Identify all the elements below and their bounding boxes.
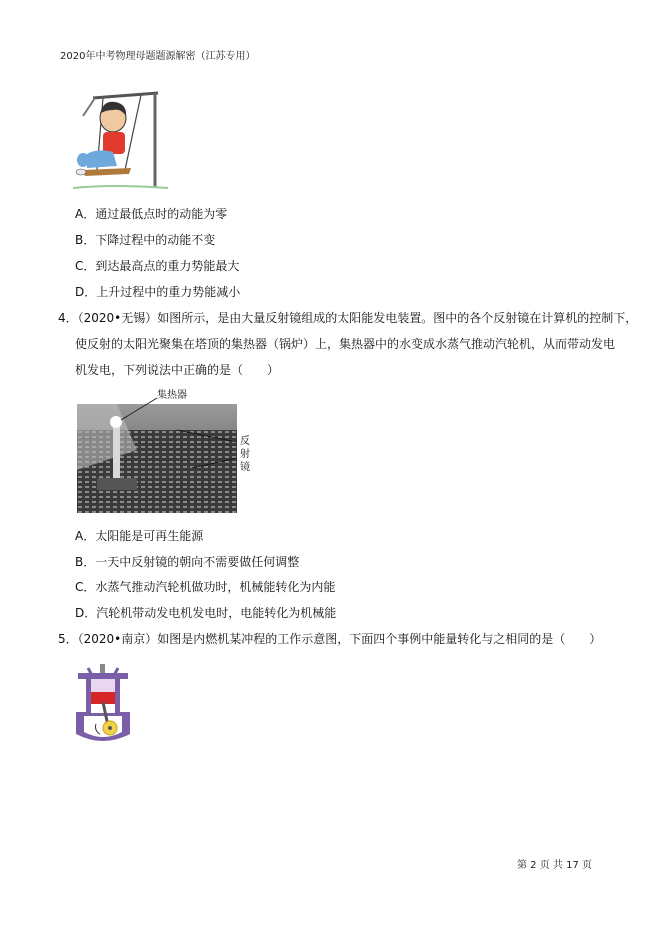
reflector-label-1: 反 — [240, 436, 250, 447]
question-4 — [58, 305, 638, 383]
solar-tower-figure — [77, 390, 253, 513]
q4-option-c: C．水蒸气推动汽轮机做功时，机械能转化为内能 — [75, 580, 336, 594]
swing-figure — [73, 88, 168, 190]
q4-option-a: A．太阳能是可再生能源 — [75, 529, 204, 543]
question-5 — [58, 626, 608, 652]
q4-option-b: B．一天中反射镜的朝向不需要做任何调整 — [75, 555, 300, 569]
q5-line-1: 5．（2020•南京）如图是内燃机某冲程的工作示意图，下面四个事例中能量转化与之相同的是（ ） — [58, 632, 602, 646]
q4-line-2: 使反射的太阳光聚集在塔顶的集热器（锅炉）上，集热器中的水变成水蒸气推动汽轮机，从而带动发电 — [75, 337, 616, 351]
q4-line-1: 4．（2020•无锡）如图所示，是由大量反射镜组成的太阳能发电装置。图中的各个反射镜在计算机的控制下， — [58, 311, 638, 325]
page-header: 2020年中考物理母题题源解密（江苏专用） — [60, 51, 256, 62]
page-footer: 第 2 页 共 17 页 — [517, 860, 592, 871]
q4-option-d: D．汽轮机带动发电机发电时，电能转化为机械能 — [75, 606, 337, 620]
solar-tower-photo — [77, 390, 253, 513]
q3-option-b: B．下降过程中的动能不变 — [75, 233, 216, 247]
q4-line-3: 机发电，下列说法中正确的是（ ） — [75, 363, 280, 377]
collector-label: 集热器 — [157, 390, 187, 401]
engine-diagram — [72, 662, 134, 744]
q3-option-d: D．上升过程中的重力势能减小 — [75, 285, 241, 299]
reflector-label-2: 射 — [240, 449, 250, 460]
q3-option-c: C．到达最高点的重力势能最大 — [75, 259, 240, 273]
reflector-label-3: 镜 — [240, 462, 250, 473]
q3-option-a: A．通过最低点时的动能为零 — [75, 207, 228, 221]
